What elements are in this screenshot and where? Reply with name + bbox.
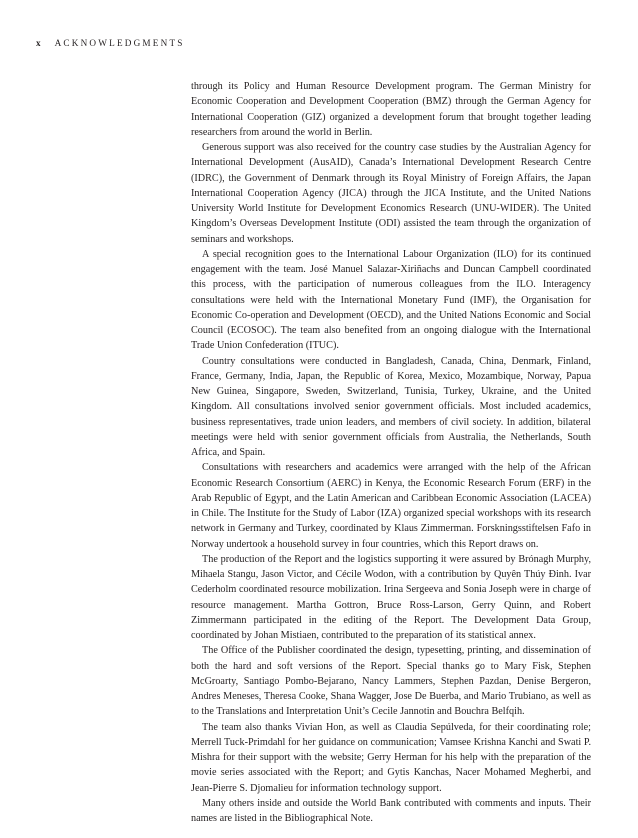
- section-title: ACKNOWLEDGMENTS: [54, 38, 185, 48]
- paragraph-5: Consultations with researchers and academics were arranged with the help of the African Economic Research Consortium (AERC) in Kenya, the Economic Research Forum (ERF) in the Arab Republic of Egypt, and the Latin American and Caribbean Economic Association (LACEA) in Chile. The Institute for the Study of Labor (IZA) organized special workshops with its research network in Germany and Turkey, coordinated by Klaus Zimmerman. Forskningsstiftelsen Fafo in Norway undertook a household survey in four countries, which this Report draws on.: [191, 462, 591, 550]
- paragraph-8: The team also thanks Vivian Hon, as well as Claudia Sepúlveda, for their coordinating role; Merrell Tuck-Primdahl for her guidance on communication; Vamsee Krishna Kanchi and Swati P. Mishra for their support with the website; Gerry Herman for his help with the preparation of the movie series associated with the Report; and Gytis Kanchas, Nacer Mohamed Megherbi, and Jean-Pierre S. Djomalieu for information technology support.: [191, 721, 591, 794]
- paragraph-4: Country consultations were conducted in Bangladesh, Canada, China, Denmark, Finland, France, Germany, India, Japan, the Republic of Korea, Mexico, Mozambique, Norway, Papua New Guinea, Singapore, Sweden, Switzerland, Tunisia, Turkey, Ukraine, and the United Kingdom. All consultations involved senior government officials. Most included academics, business representatives, trade union leaders, and members of civil society. In addition, bilateral meetings were held with senior government officials from Australia, the Netherlands, South Africa, and Spain.: [191, 355, 591, 458]
- body-text: [191, 79, 591, 826]
- paragraph-9: Many others inside and outside the World Bank contributed with comments and inputs. Their names are listed in the Bibliographical Note.: [191, 797, 591, 824]
- running-head: [36, 38, 185, 48]
- paragraph-3: A special recognition goes to the International Labour Organization (ILO) for its continued engagement with the team. José Manuel Salazar-Xiriñachs and Duncan Campbell coordinated this process, with the participation of numerous colleagues from the ILO. Interagency consultations were held with the International Monetary Fund (IMF), the Organisation for Economic Co-operation and Development (OECD), and the United Nations Economic and Social Council (ECOSOC). The team also benefited from an ongoing dialogue with the International Trade Union Confederation (ITUC).: [191, 248, 591, 352]
- paragraph-7: The Office of the Publisher coordinated the design, typesetting, printing, and dissemination of both the hard and soft versions of the Report. Special thanks go to Mary Fisk, Stephen McGroarty, Santiago Pombo-Bejarano, Nancy Lammers, Stephen Pazdan, Denise Bergeron, Andres Meneses, Theresa Cooke, Shana Wagger, Jose De Buerba, and Mario Trubiano, as well as to the Translations and Interpretation Unit’s Cecile Jannotin and Bouchra Belfqih.: [191, 645, 591, 718]
- page-number: x: [36, 38, 41, 48]
- paragraph-6: The production of the Report and the logistics supporting it were assured by Brónagh Murphy, Mihaela Stangu, Jason Victor, and Cécile Wodon, with a contribution by Quyên Thúy Đinh. Ivar Cederholm coordinated resource mobilization. Irina Sergeeva and Sonia Joseph were in charge of resource management. Martha Gottron, Bruce Ross-Larson, Gerry Quinn, and Robert Zimmermann participated in the editing of the Report. The Development Data Group, coordinated by Johan Mistiaen, contributed to the preparation of its statistical annex.: [191, 553, 591, 641]
- paragraph-2: Generous support was also received for the country case studies by the Australian Agency for International Development (AusAID), Canada’s International Development Research Centre (IDRC), the Government of Denmark through its Royal Ministry of Foreign Affairs, the Japan International Cooperation Agency (JICA) through the JICA Institute, and the United Nations University World Institute for Development Economics Research (UNU-WIDER). The United Kingdom’s Overseas Development Institute (ODI) assisted the team through the organization of seminars and workshops.: [191, 142, 591, 245]
- paragraph-1: through its Policy and Human Resource Development program. The German Ministry for Economic Cooperation and Development Cooperation (BMZ) through the German Agency for International Cooperation (GIZ) organized a development forum that brought together leading researchers from around the world in Berlin.: [191, 81, 591, 138]
